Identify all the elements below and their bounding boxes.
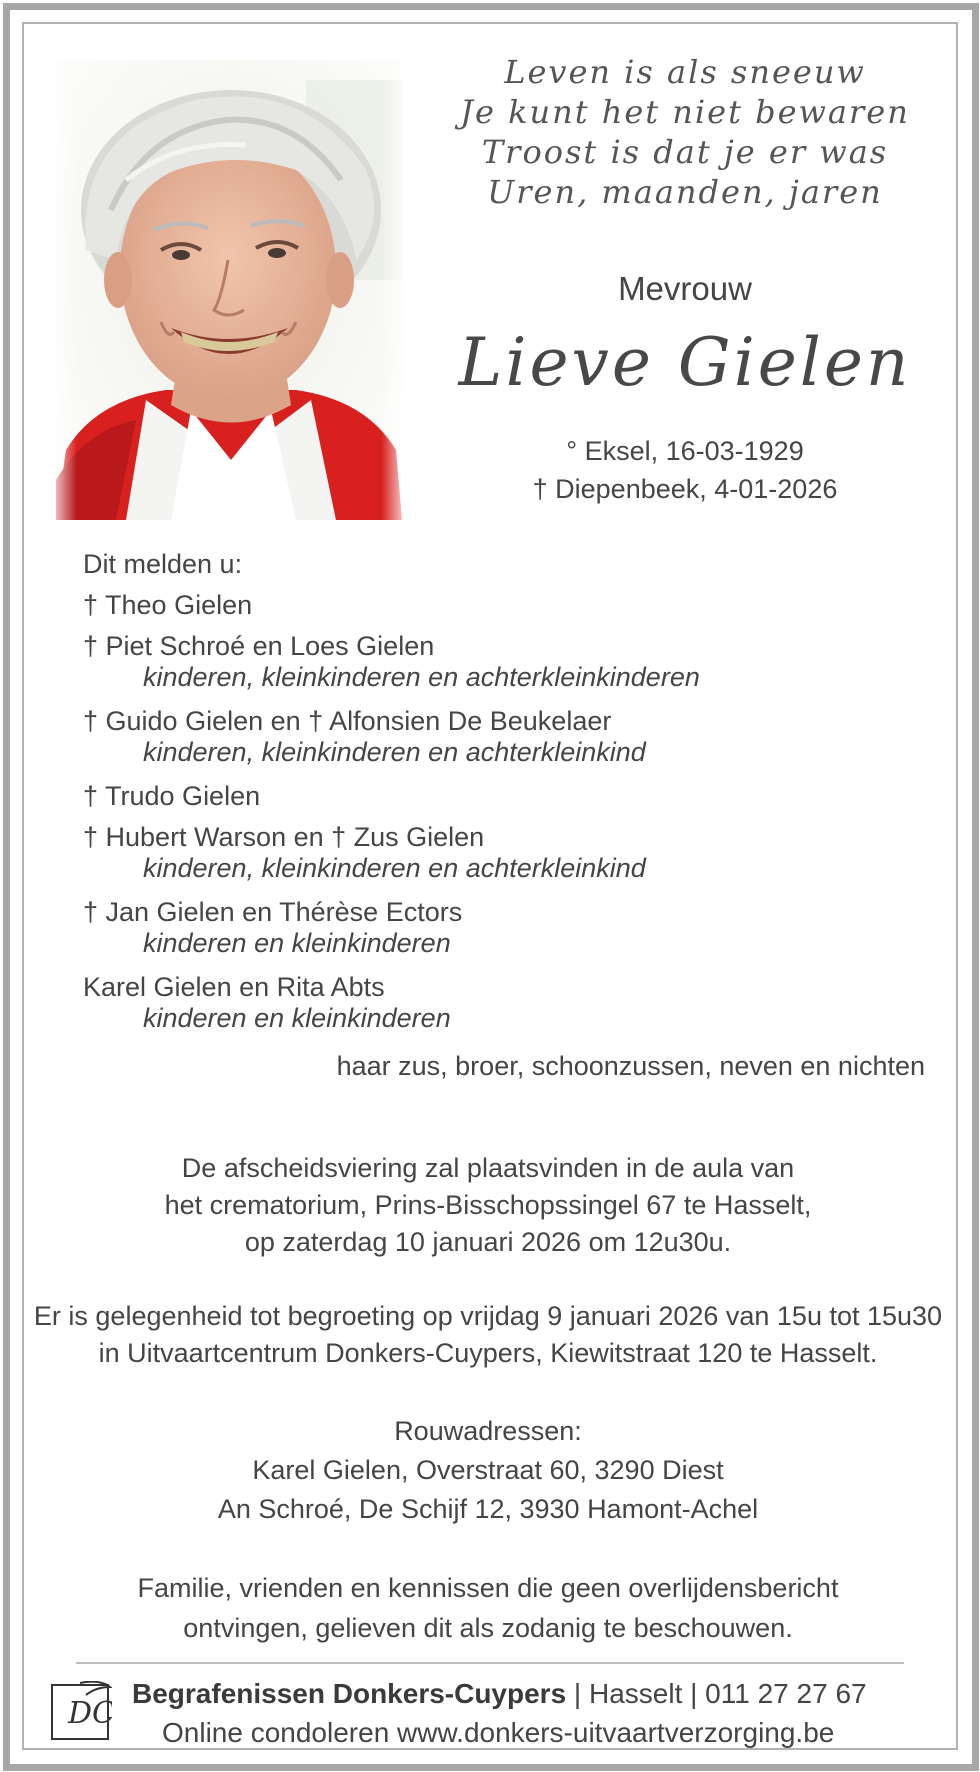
honorific: Mevrouw <box>618 270 752 307</box>
notice <box>26 1568 950 1648</box>
notice-line: ontvingen, gelieven dit als zodanig te beschouwen. <box>183 1613 793 1643</box>
funeral-home-info <box>132 1674 932 1714</box>
online-condolence-link[interactable]: Online condoleren www.donkers-uitvaartverzorging.be <box>162 1717 835 1748</box>
family-member-descendants: kinderen en kleinkinderen <box>143 1003 451 1033</box>
family-member: † Trudo Gielen <box>83 781 261 811</box>
address-line: An Schroé, De Schijf 12, 3930 Hamont-Achel <box>217 1494 759 1524</box>
ceremony-line: op zaterdag 10 januari 2026 om 12u30u. <box>244 1227 732 1257</box>
ceremony-info <box>26 1150 950 1261</box>
family-list <box>83 544 933 1087</box>
ceremony-line: het crematorium, Prins-Bisschopssingel 67 te Hasselt, <box>164 1190 812 1220</box>
poem-line: Leven is als sneeuw <box>504 53 866 91</box>
family-member: † Theo Gielen <box>83 590 253 620</box>
family-member-descendants: kinderen, kleinkinderen en achterkleinkind <box>143 853 646 883</box>
poem-line: Troost is dat je er was <box>481 133 889 171</box>
logo-letters: DC <box>68 1696 112 1731</box>
poem <box>440 52 930 212</box>
visitation-line: in Uitvaartcentrum Donkers-Cuypers, Kiewitstraat 120 te Hasselt. <box>98 1338 878 1368</box>
poem-line: Je kunt het niet bewaren <box>460 93 910 131</box>
ceremony-line: De afscheidsviering zal plaatsvinden in de aula van <box>181 1153 795 1183</box>
mourning-addresses <box>26 1412 950 1529</box>
visitation-info <box>26 1298 950 1372</box>
family-member-descendants: kinderen, kleinkinderen en achterkleinkinderen <box>143 662 700 692</box>
poem-line: Uren, maanden, jaren <box>487 173 883 211</box>
family-member: † Guido Gielen en † Alfonsien De Beukelaer <box>83 706 612 736</box>
family-member: † Jan Gielen en Thérèse Ectors <box>83 897 463 927</box>
footer-divider <box>76 1662 904 1664</box>
family-member: Karel Gielen en Rita Abts <box>83 972 385 1002</box>
family-member: † Piet Schroé en Loes Gielen <box>83 631 435 661</box>
notice-line: Familie, vrienden en kennissen die geen overlijdensbericht <box>137 1573 839 1603</box>
funeral-home-name: Begrafenissen Donkers-Cuypers <box>132 1678 567 1709</box>
visitation-line: Er is gelegenheid tot begroeting op vrijdag 9 januari 2026 van 15u tot 15u30 <box>33 1301 943 1331</box>
portrait-photo <box>56 60 402 520</box>
funeral-home-contact: | Hasselt | 011 27 27 67 <box>566 1678 867 1709</box>
funeral-home-logo <box>50 1681 112 1741</box>
family-intro: Dit melden u: <box>83 549 243 579</box>
death-date: † Diepenbeek, 4-01-2026 <box>532 474 838 504</box>
family-member-descendants: kinderen en kleinkinderen <box>143 928 451 958</box>
family-closing: haar zus, broer, schoonzussen, neven en nichten <box>336 1051 925 1081</box>
birth-date: ° Eksel, 16-03-1929 <box>566 436 804 466</box>
addresses-heading: Rouwadressen: <box>394 1416 582 1446</box>
deceased-name: Lieve Gielen <box>458 324 912 401</box>
family-member-descendants: kinderen, kleinkinderen en achterkleinkind <box>143 737 646 767</box>
life-dates <box>440 432 930 508</box>
address-line: Karel Gielen, Overstraat 60, 3290 Diest <box>252 1455 724 1485</box>
family-member: † Hubert Warson en † Zus Gielen <box>83 822 485 852</box>
